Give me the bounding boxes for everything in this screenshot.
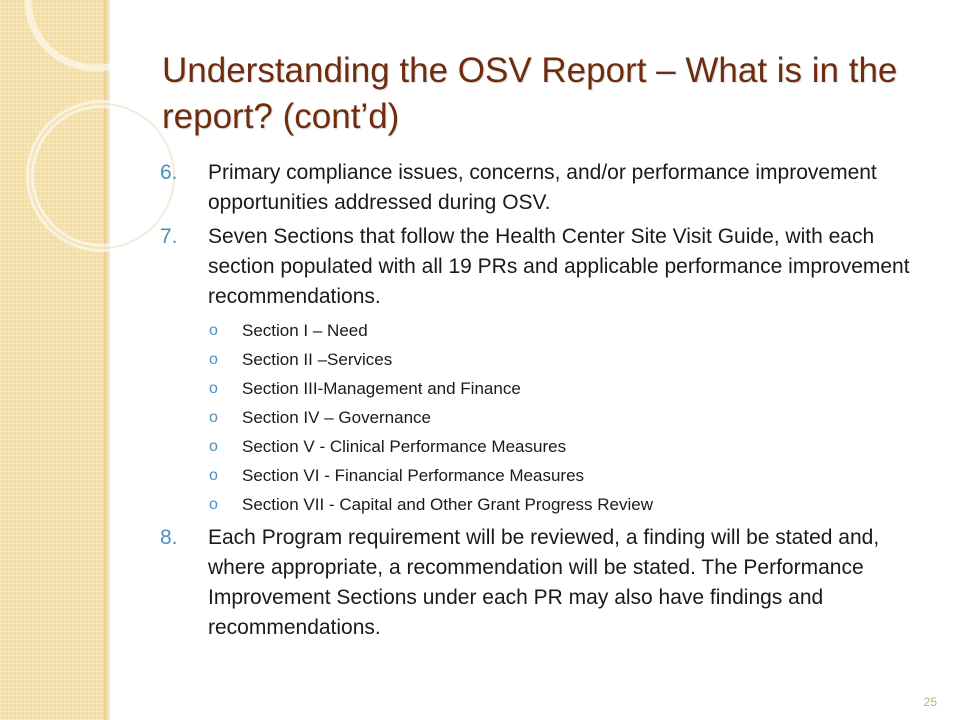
item-text: Seven Sections that follow the Health Center Site Visit Guide, with each section populated with all 19 PRs and applicable performance improvement recommendations.	[208, 225, 910, 308]
sublist-item-text: Section VII - Capital and Other Grant Progress Review	[242, 495, 654, 514]
sublist-item-text: Section III-Management and Finance	[242, 379, 521, 398]
sublist-item	[208, 432, 940, 461]
sublist-item	[208, 374, 940, 403]
sublist-item	[208, 316, 940, 345]
item-number: 7.	[160, 225, 178, 248]
circle-bullet-icon: o	[209, 438, 218, 455]
sublist-item-text: Section V - Clinical Performance Measures	[242, 437, 567, 456]
sublist-item-text: Section VI - Financial Performance Measures	[242, 466, 585, 485]
sublist-item	[208, 403, 940, 432]
sublist-item-text: Section IV – Governance	[242, 408, 432, 427]
circle-bullet-icon: o	[209, 322, 218, 339]
sublist-item	[208, 461, 940, 490]
circle-bullet-icon: o	[209, 496, 218, 513]
circle-bullet-icon: o	[209, 380, 218, 397]
circle-bullet-icon: o	[209, 467, 218, 484]
list-item	[160, 158, 940, 218]
list-item	[160, 523, 940, 643]
numbered-list	[160, 158, 940, 647]
sublist-item	[208, 490, 940, 519]
page-number: 25	[923, 695, 937, 709]
item-text: Each Program requirement will be reviewed, a finding will be stated and, where appropriate, a recommendation will be stated. The Performance Improvement Sections under each PR may also have findings and recommendations.	[208, 526, 880, 639]
sublist-item	[208, 345, 940, 374]
circle-bullet-icon: o	[209, 351, 218, 368]
item-text: Primary compliance issues, concerns, and/or performance improvement opportunities addressed during OSV.	[208, 161, 877, 214]
circle-bullet-icon: o	[209, 409, 218, 426]
item-number: 6.	[160, 161, 178, 184]
sublist-item-text: Section II –Services	[242, 350, 393, 369]
section-sublist	[208, 316, 940, 519]
item-number: 8.	[160, 526, 178, 549]
list-item	[160, 222, 940, 519]
slide-title: Understanding the OSV Report – What is in the report? (cont’d)	[162, 51, 898, 136]
sublist-item-text: Section I – Need	[242, 321, 368, 340]
